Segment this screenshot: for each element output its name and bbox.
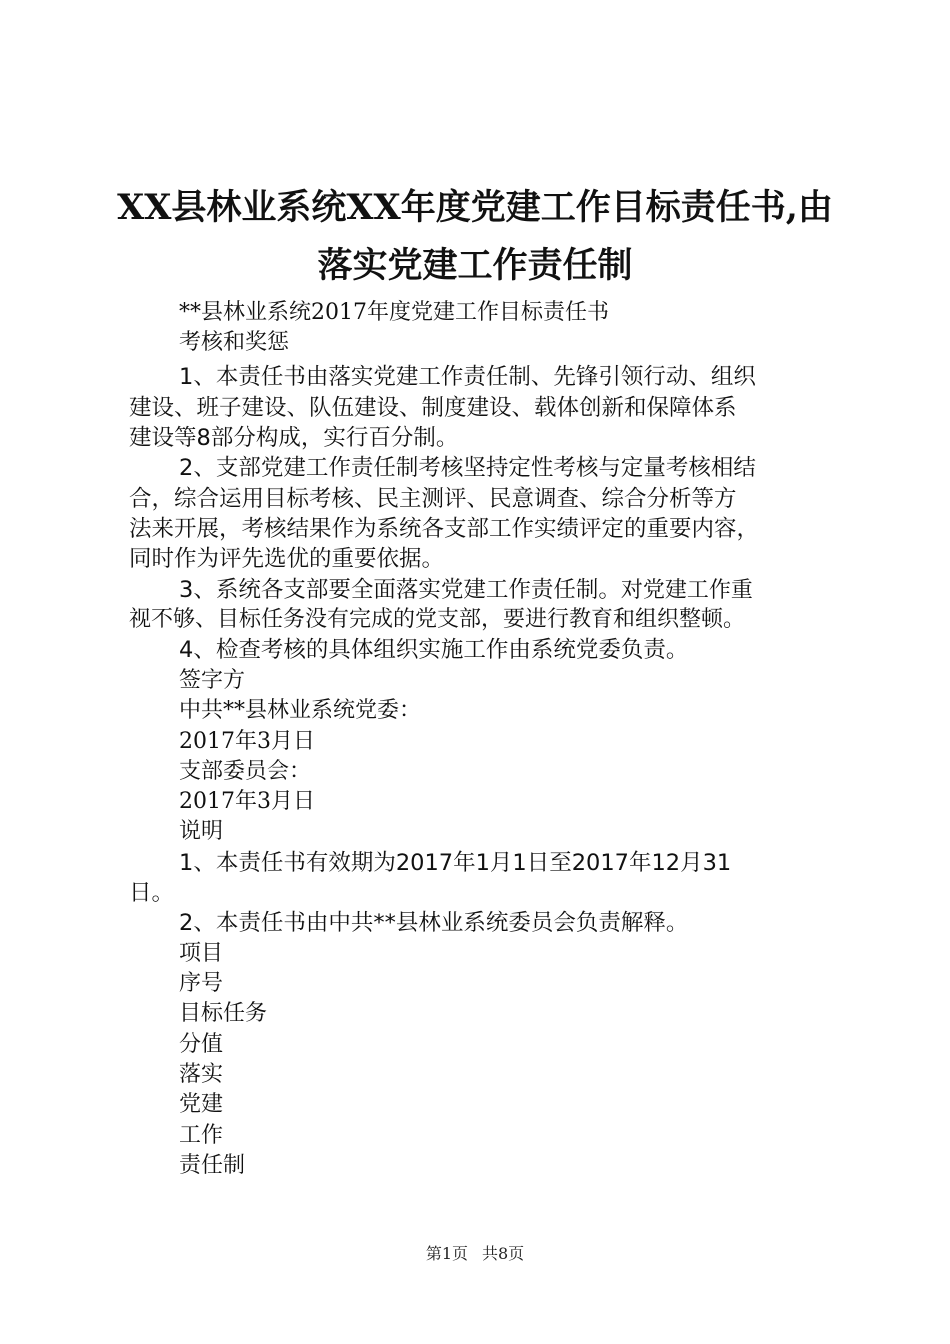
date-party-committee: 2017年3月日 <box>179 729 315 754</box>
party-committee-label: 中共**县林业系统党委： <box>179 698 422 723</box>
item3-line2: 视不够、目标任务没有完成的党支部，要进行教育和组织整顿。 <box>129 607 746 632</box>
document-title-line2: 落实党建工作责任制 <box>317 245 633 286</box>
note1-line1: 1、本责任书有效期为2017年1月1日至2017年12月31 <box>179 850 732 876</box>
table-row-1: 落实 <box>179 1062 224 1087</box>
item4-text: 4、检查考核的具体组织实施工作由系统党委负责。 <box>179 637 689 663</box>
item2-line3: 法来开展，考核结果作为系统各支部工作实绩评定的重要内容， <box>129 516 760 542</box>
table-header-project: 项目 <box>179 941 224 966</box>
table-header-score: 分值 <box>179 1032 224 1057</box>
page-footer <box>0 1244 950 1264</box>
page-number-total: 共8页 <box>482 1244 525 1263</box>
document-title-line1: XX县林业系统XX年度党建工作目标责任书,由 <box>117 187 833 228</box>
signatory-heading: 签字方 <box>179 668 246 693</box>
item2-line4: 同时作为评先选优的重要依据。 <box>129 546 445 572</box>
item2-line2: 合，综合运用目标考核、民主测评、民意调查、综合分析等方 <box>129 486 737 512</box>
note1-line2: 日。 <box>129 880 175 906</box>
item1-line2: 建设、班子建设、队伍建设、制度建设、载体创新和保障体系 <box>129 395 737 421</box>
item2-line1: 2、支部党建工作责任制考核坚持定性考核与定量考核相结 <box>179 455 756 481</box>
document-subtitle: **县林业系统2017年度党建工作目标责任书 <box>179 300 609 325</box>
date-branch-committee: 2017年3月日 <box>179 789 315 814</box>
table-row-2: 党建 <box>179 1092 224 1117</box>
note2-text: 2、本责任书由中共**县林业系统委员会负责解释。 <box>179 910 689 936</box>
table-row-3: 工作 <box>179 1123 224 1148</box>
page-number-current: 第1页 <box>425 1244 468 1263</box>
table-header-number: 序号 <box>179 971 224 996</box>
table-row-4: 责任制 <box>179 1153 246 1178</box>
section-assessment-heading: 考核和奖惩 <box>179 330 290 355</box>
table-header-task: 目标任务 <box>179 1001 268 1026</box>
item3-line1-part-a: 3、系统各支部要全面落实党建工作责任制。 <box>179 577 621 603</box>
item1-line3: 建设等8部分构成，实行百分制。 <box>129 425 459 451</box>
item1-line1: 1、本责任书由落实党建工作责任制、先锋引领行动、组织 <box>179 364 756 390</box>
branch-committee-label: 支部委员会： <box>179 759 312 784</box>
item3-line1 <box>179 575 753 606</box>
notes-heading: 说明 <box>179 819 224 844</box>
item3-line1-part-b: 对党建工作重 <box>620 578 753 603</box>
